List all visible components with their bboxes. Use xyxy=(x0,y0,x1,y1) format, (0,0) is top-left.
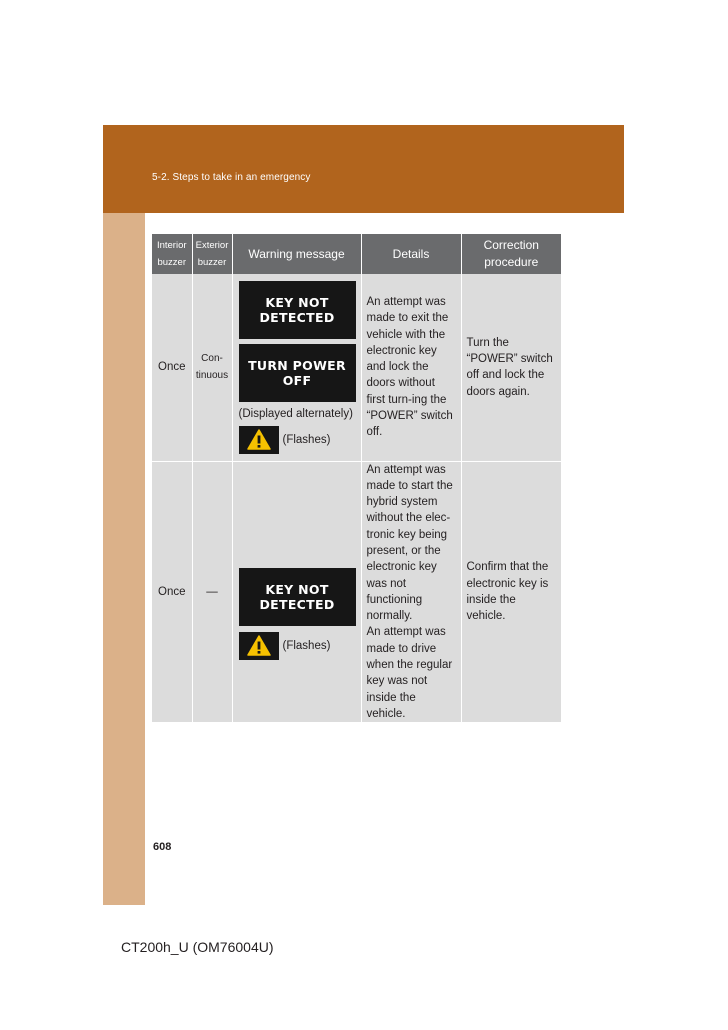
column-header-interior-buzzer: Interior buzzer xyxy=(152,234,192,274)
warning-message-cell xyxy=(232,461,361,723)
page-number: 608 xyxy=(153,841,172,853)
warning-table xyxy=(152,234,561,723)
document-code: CT200h_U (OM76004U) xyxy=(121,939,274,955)
warning-triangle-icon xyxy=(239,426,279,454)
flash-indicator xyxy=(239,426,355,454)
display-note: (Displayed alternately) xyxy=(238,407,353,420)
correction-cell: Turn the “POWER” switch off and lock the doors again. xyxy=(461,274,561,461)
interior-buzzer-cell: Once xyxy=(152,461,192,723)
warning-message-cell xyxy=(232,274,361,461)
display-message-turn-power-off: TURN POWER OFF xyxy=(239,344,356,402)
column-header-correction-procedure: Correction procedure xyxy=(461,234,561,274)
flash-indicator xyxy=(239,632,355,660)
flash-note: (Flashes) xyxy=(282,433,331,446)
exterior-buzzer-cell: Con- tinuous xyxy=(192,274,232,461)
table-row xyxy=(152,274,561,461)
flash-note: (Flashes) xyxy=(282,639,331,652)
exterior-buzzer-cell: — xyxy=(192,461,232,723)
chapter-header-band xyxy=(103,125,624,213)
details-cell: An attempt was made to exit the vehicle with the electronic key and lock the doors without first turn-ing the “POWER” switch off. xyxy=(361,274,461,461)
column-header-details: Details xyxy=(361,234,461,274)
details-cell: An attempt was made to start the hybrid system without the elec-tronic key being present, or the electronic key was not functioning normally. An attempt was made to drive when the regular key was not inside the vehicle. xyxy=(361,461,461,723)
display-message-key-not-detected: KEY NOT DETECTED xyxy=(239,568,356,626)
warning-triangle-icon xyxy=(239,632,279,660)
interior-buzzer-cell: Once xyxy=(152,274,192,461)
correction-cell: Confirm that the electronic key is inside the vehicle. xyxy=(461,461,561,723)
column-header-exterior-buzzer: Exterior buzzer xyxy=(192,234,232,274)
display-message-key-not-detected: KEY NOT DETECTED xyxy=(239,281,356,339)
column-header-warning-message: Warning message xyxy=(232,234,361,274)
table-row xyxy=(152,461,561,723)
side-strip xyxy=(103,213,145,905)
section-title: 5-2. Steps to take in an emergency xyxy=(152,172,311,183)
table-header-row xyxy=(152,234,561,274)
